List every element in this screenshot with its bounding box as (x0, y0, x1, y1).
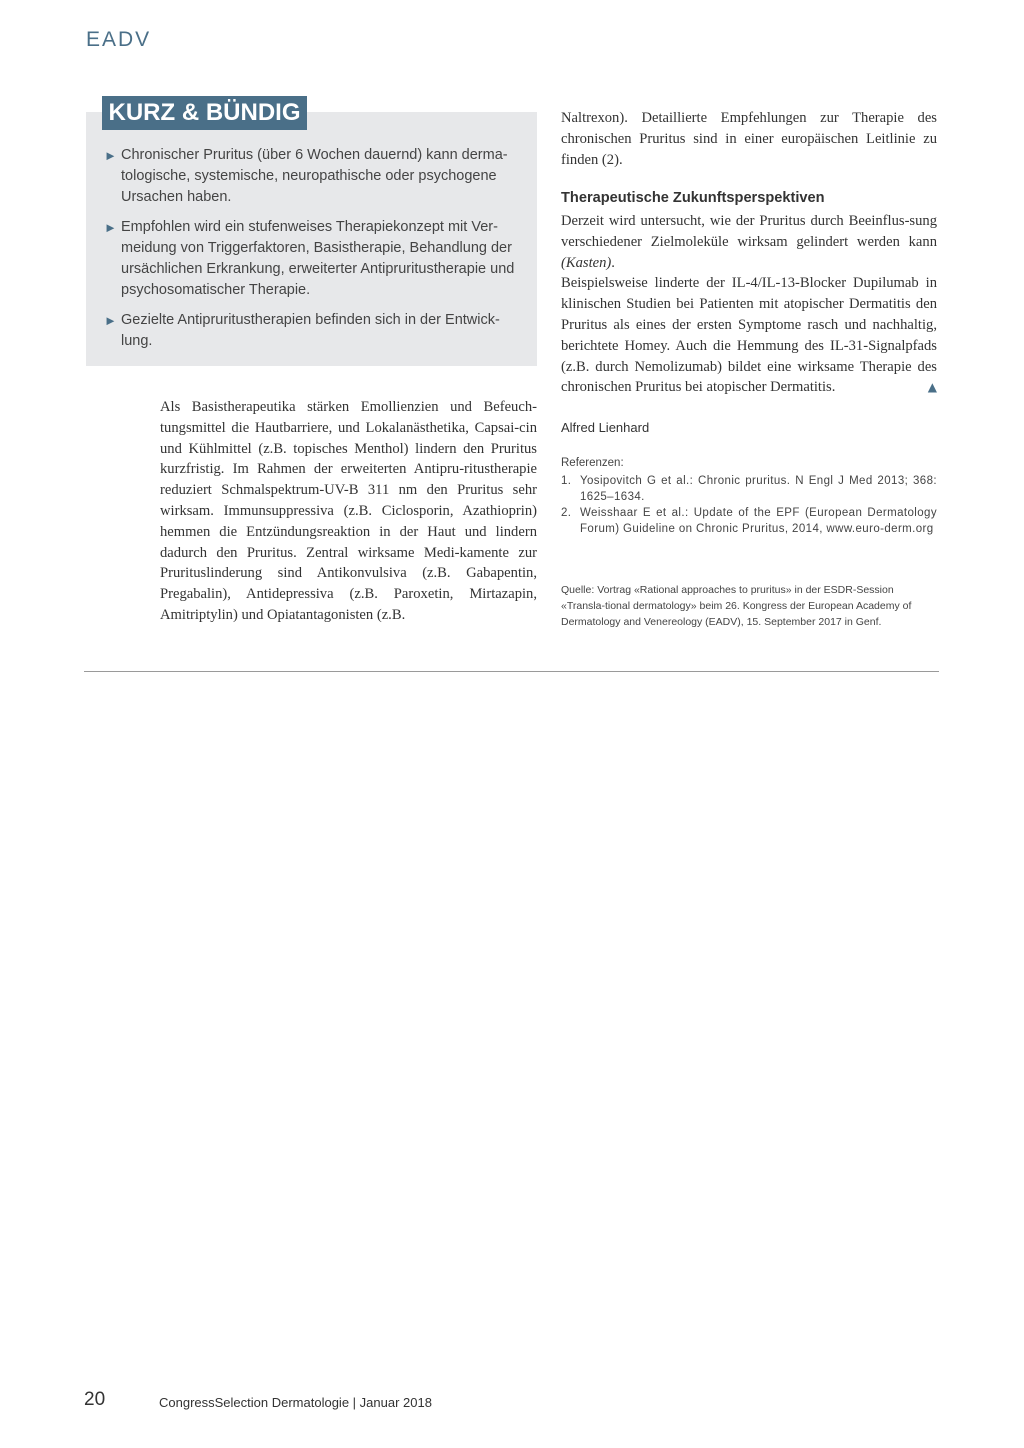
arrow-right-icon: ► (104, 313, 117, 328)
horizontal-rule (84, 671, 939, 672)
reference-number: 2. (561, 507, 572, 519)
source-note (561, 582, 937, 630)
reference-item (561, 473, 937, 505)
summary-list (104, 145, 528, 361)
section-label: EADV (86, 28, 152, 51)
summary-item-text: Gezielte Antipruritustherapien befinden sich in der Entwick-lung. (121, 312, 500, 349)
reference-number: 1. (561, 475, 572, 487)
future-paragraph-1 (561, 211, 937, 273)
source-text: Vortrag «Rational approaches to pruritus» in der ESDR-Session «Transla-tional dermatology» beim 26. Kongress der European Academy of Dermatology and Venereology (EADV), 15. September 2017 in Genf. (561, 584, 912, 628)
subheading: Therapeutische Zukunftsperspektiven (561, 190, 825, 206)
arrow-right-icon: ► (104, 148, 117, 163)
summary-item (104, 310, 528, 352)
summary-item (104, 145, 528, 208)
future-paragraph-2 (561, 273, 937, 398)
future-paragraph-1-end: . (611, 254, 615, 271)
box-reference: (Kasten) (561, 254, 612, 271)
body-paragraph-continuation: Naltrexon). Detaillierte Empfehlungen zur Therapie des chronischen Pruritus sind in einer europäischen Leitlinie zu finden (2). (561, 110, 937, 168)
summary-box-title: KURZ & BÜNDIG (102, 96, 307, 130)
body-paragraph-left: Als Basistherapeutika stärken Emollienzien und Befeuch-tungsmittel die Hautbarriere, und Lokalanästhetika, Capsai-cin und Kühlmittel (z.B. topisches Menthol) lindern den Pruritus kurzfristig. Im Rahmen der erweiterten Antipru-ritustherapie reduziert Schmalspektrum-UV-B 311 nm den Pruritus sehr wirksam. Immunsuppressiva (z.B. Ciclosporin, Azathioprin) hemmen die Entzündungsreaktion in der Haut und lindern dadurch den Pruritus. Zentral wirksame Medi-kamente zur Prurituslinderung sind Antikonvulsiva (z.B. Gabapentin, Pregabalin), Antidepressiva (z.B. Paroxetin, Mirtazapin, Amitriptylin) und Opiatantagonisten (z.B. (160, 399, 537, 623)
source-label: Quelle: (561, 584, 595, 596)
summary-item-text: Empfohlen wird ein stufenweises Therapiekonzept mit Ver-meidung von Triggerfaktoren, Basistherapie, Behandlung der ursächlichen Erkrankung, erweiterter Antipruritustherapie und psychosomatischer Therapie. (121, 219, 515, 298)
summary-item (104, 217, 528, 301)
summary-item-text: Chronischer Pruritus (über 6 Wochen dauernd) kann derma-tologische, systemische, neuropathische oder psychogene Ursachen haben. (121, 147, 508, 205)
future-paragraph-2-text: Beispielsweise linderte der IL-4/IL-13-Blocker Dupilumab in klinischen Studien bei Patienten mit atopischer Dermatitis den Pruritus als eines der ersten Symptome rasch und nachhaltig, berichtete Homey. Auch die Hemmung des IL-31-Signalpfads (z.B. durch Nemolizumab) bildet eine wirksame Therapie des chronischen Pruritus bei atopischer Dermatitis. (561, 275, 937, 396)
future-section (561, 211, 937, 398)
author: Alfred Lienhard (561, 420, 650, 435)
reference-text: Weisshaar E et al.: Update of the EPF (European Dermatology Forum) Guideline on Chronic Pruritus, 2014, www.euro-derm.org (580, 507, 937, 535)
references-heading: Referenzen: (561, 457, 624, 469)
future-paragraph-1-text: Derzeit wird untersucht, wie der Pruritus durch Beeinflus-sung verschiedener Zielmoleküle wirksam gelindert werden kann (561, 213, 937, 250)
arrow-right-icon: ► (104, 220, 117, 235)
end-triangle-icon: ▲ (927, 380, 937, 395)
page-number: 20 (84, 1389, 106, 1410)
journal-footer: CongressSelection Dermatologie | Januar 2018 (159, 1395, 432, 1410)
reference-item (561, 505, 937, 537)
reference-text: Yosipovitch G et al.: Chronic pruritus. N Engl J Med 2013; 368: 1625–1634. (580, 475, 937, 503)
references-list (561, 473, 937, 537)
